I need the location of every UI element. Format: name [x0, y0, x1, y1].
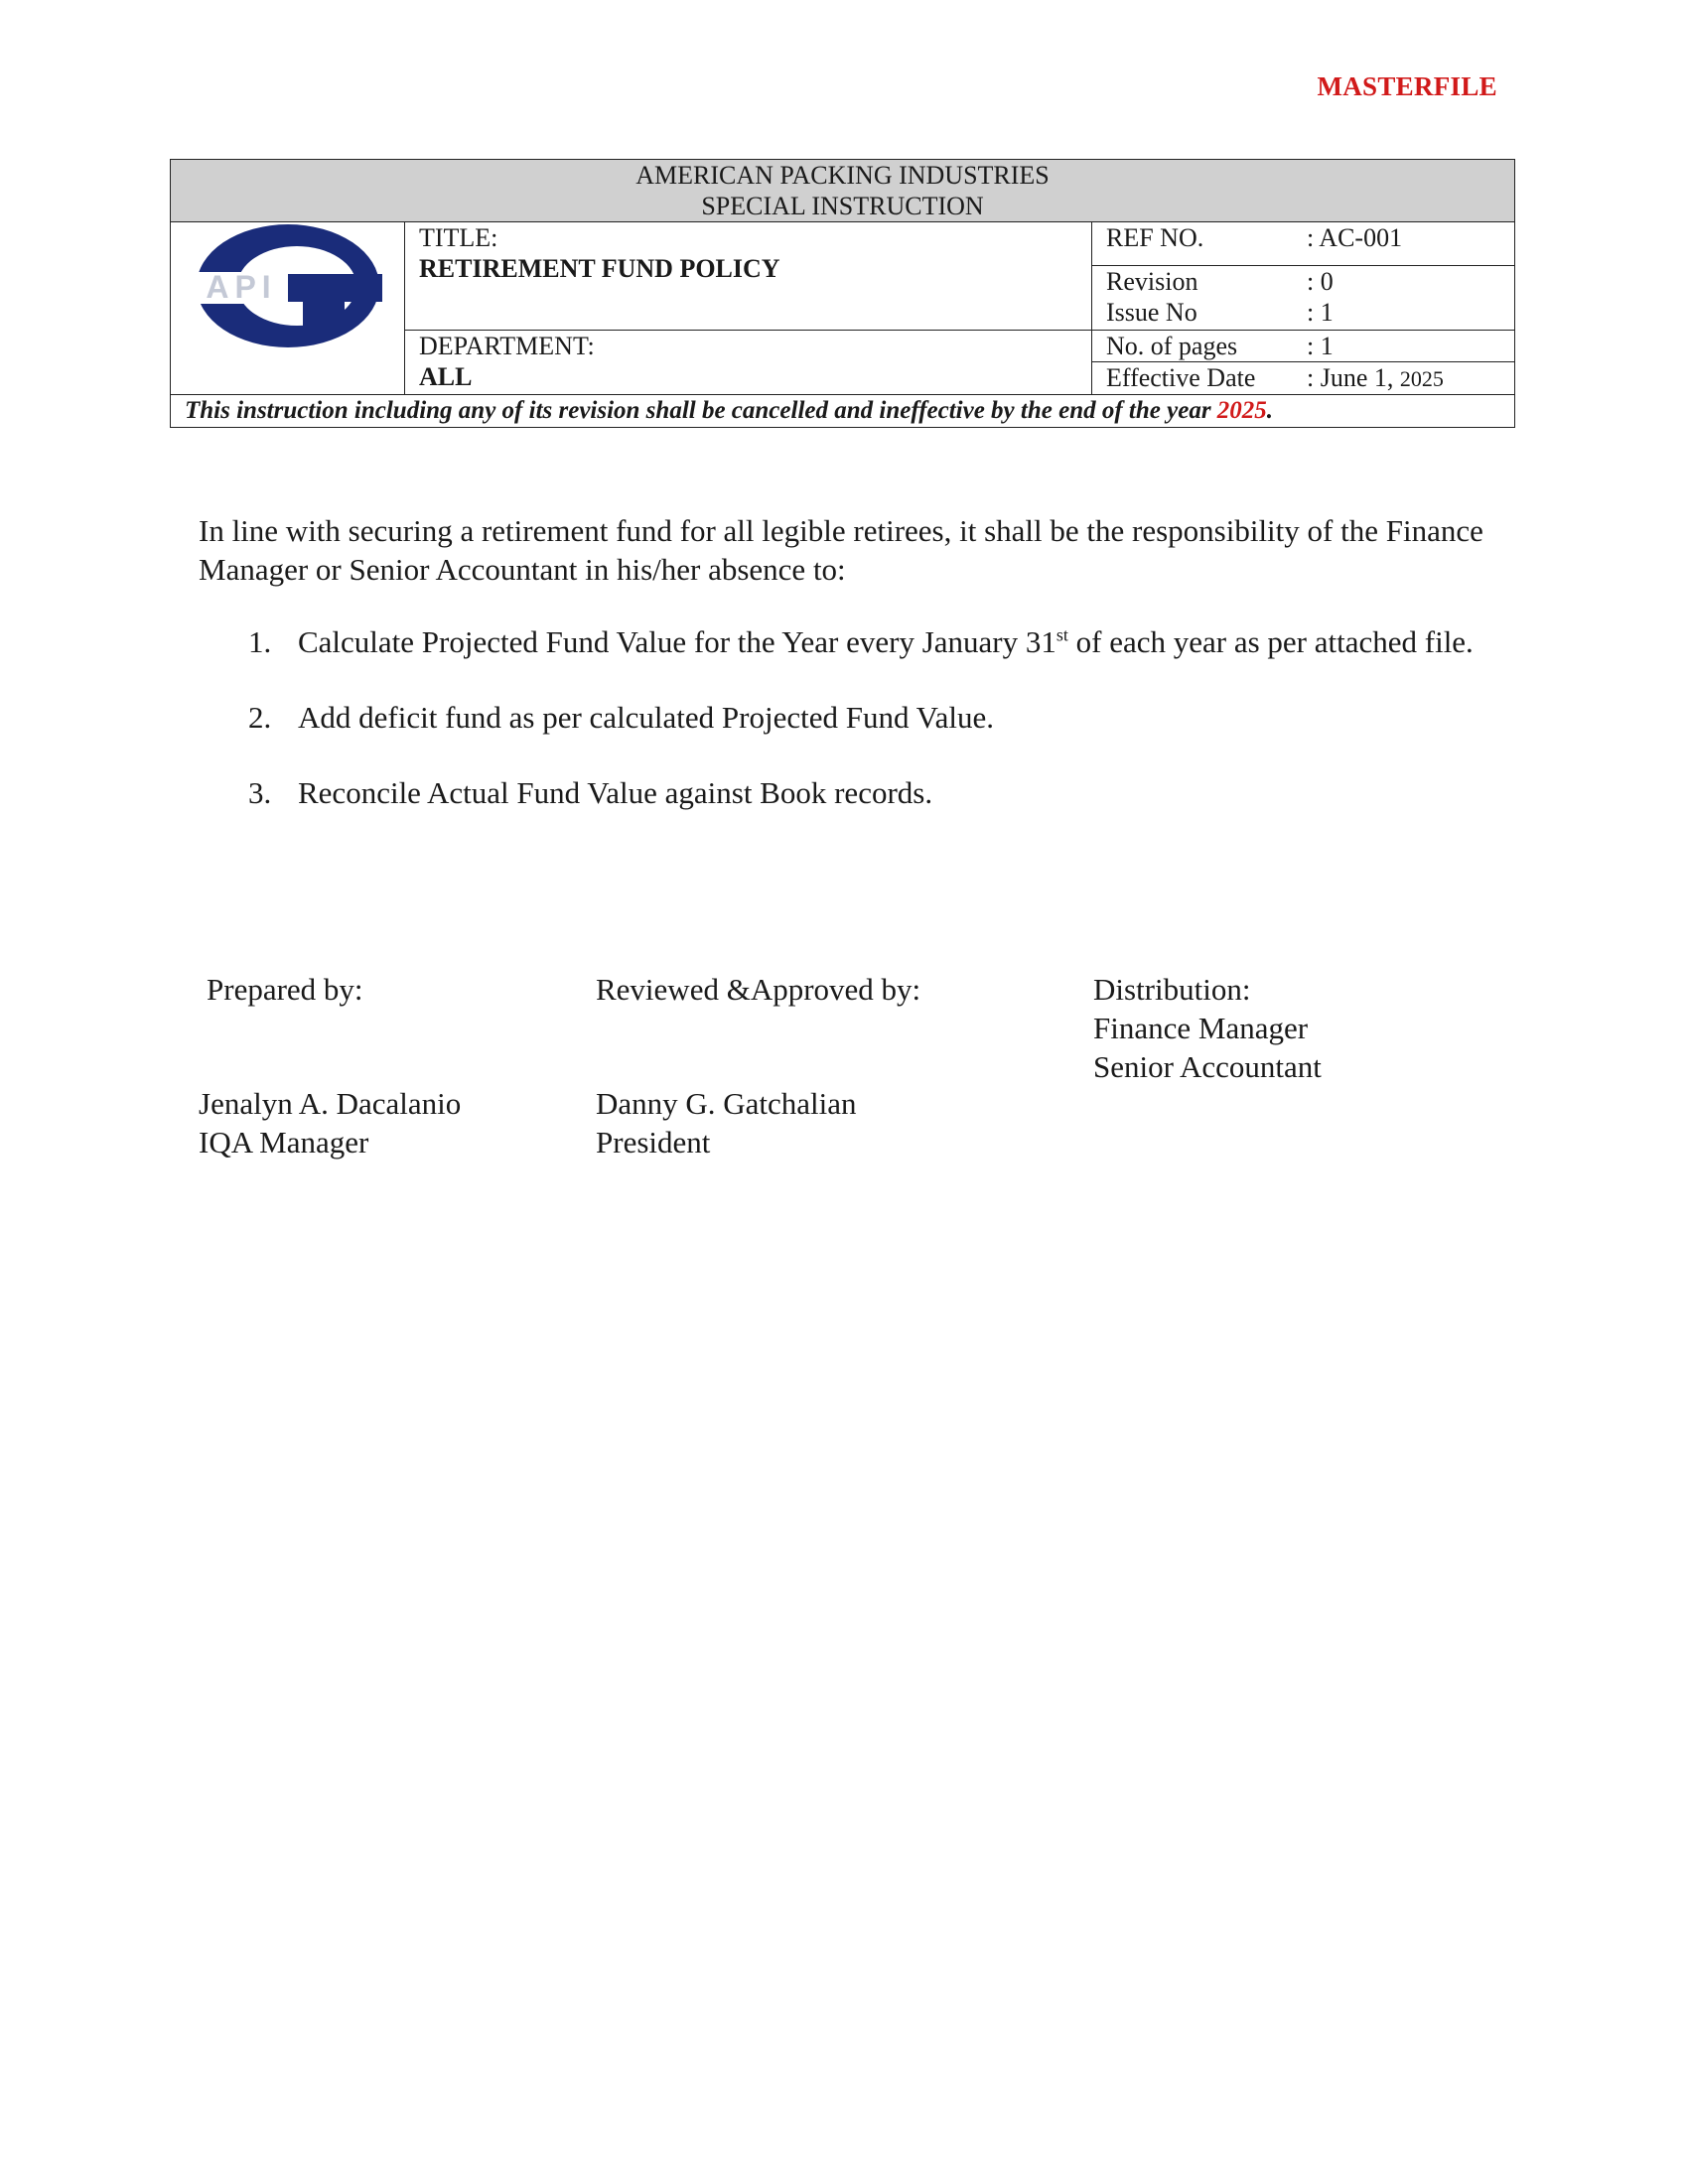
company-header-cell: [171, 160, 1515, 222]
document-title: RETIREMENT FUND POLICY: [419, 254, 780, 283]
list-item: [248, 774, 1479, 812]
logo-cell: [171, 222, 405, 395]
pages-cell: [1092, 331, 1515, 362]
document-type: SPECIAL INSTRUCTION: [701, 192, 984, 220]
effective-date-label: Effective Date: [1106, 363, 1256, 392]
effective-date-value: : June 1,: [1307, 363, 1400, 392]
step-text: Reconcile Actual Fund Value against Book records.: [298, 775, 933, 810]
title-label: TITLE:: [419, 223, 498, 252]
distribution-recipient: Finance Manager: [1093, 1011, 1309, 1045]
preparer-title: IQA Manager: [199, 1125, 369, 1160]
notice-year: 2025: [1216, 397, 1267, 424]
logo-text: API: [205, 269, 277, 305]
document-header-table: [170, 159, 1515, 428]
department-value: ALL: [419, 362, 473, 391]
notice-end: .: [1266, 397, 1274, 424]
approver-name: Danny G. Gatchalian: [596, 1086, 857, 1121]
step-text: Add deficit fund as per calculated Projected Fund Value.: [298, 700, 995, 735]
department-label: DEPARTMENT:: [419, 332, 595, 360]
effective-date-year: 2025: [1399, 366, 1444, 391]
company-name: AMERICAN PACKING INDUSTRIES: [635, 161, 1050, 190]
pages-value: : 1: [1307, 332, 1334, 360]
ref-no-cell: [1092, 222, 1515, 266]
preparer-name: Jenalyn A. Dacalanio: [199, 1086, 462, 1121]
pages-label: No. of pages: [1106, 332, 1238, 360]
cancellation-notice: [171, 395, 1515, 428]
step-number: 3.: [248, 775, 272, 810]
department-cell: [405, 331, 1092, 395]
revision-value: : 0: [1307, 267, 1334, 297]
distribution-label: Distribution:: [1093, 972, 1251, 1007]
title-cell: [405, 222, 1092, 331]
step-superscript: st: [1055, 624, 1068, 645]
effective-date-cell: [1092, 362, 1515, 395]
api-logo-icon: [194, 222, 382, 349]
revision-label: Revision: [1106, 267, 1198, 297]
prepared-by-label: Prepared by:: [207, 972, 363, 1007]
revision-cell: [1092, 266, 1515, 331]
distribution-recipient: Senior Accountant: [1093, 1049, 1322, 1084]
issue-no-label: Issue No: [1106, 298, 1197, 328]
ref-no-value: : AC-001: [1307, 223, 1403, 252]
list-item: [248, 699, 1479, 737]
issue-no-value: : 1: [1307, 298, 1334, 328]
step-text-cont: of each year as per attached file.: [1067, 624, 1474, 659]
step-number: 1.: [248, 624, 272, 659]
preparer-block: [199, 1084, 461, 1161]
masterfile-stamp: MASTERFILE: [1317, 71, 1497, 101]
approver-block: [596, 1084, 857, 1161]
list-item: [248, 623, 1479, 661]
step-text: Calculate Projected Fund Value for the Year every January 31: [298, 624, 1056, 659]
approved-by-label: Reviewed &Approved by:: [596, 972, 921, 1007]
instruction-steps: [248, 623, 1479, 850]
step-number: 2.: [248, 700, 272, 735]
distribution-block: [1093, 970, 1322, 1086]
approver-title: President: [596, 1125, 711, 1160]
notice-text: This instruction including any of its revision shall be cancelled and ineffective by the end of the year: [185, 397, 1217, 424]
intro-paragraph: In line with securing a retirement fund for all legible retirees, it shall be the responsibility of the Finance Manager or Senior Accountant in his/her absence to:: [199, 513, 1483, 587]
ref-no-label: REF NO.: [1106, 223, 1204, 252]
